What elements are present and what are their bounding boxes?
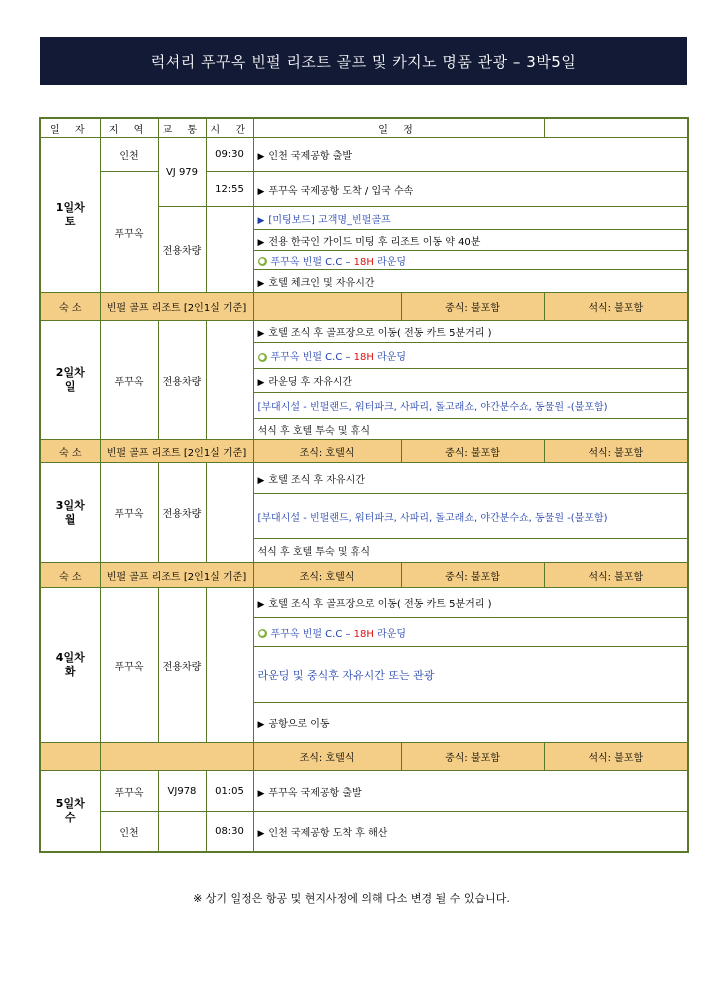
day3-label: 3일차 월: [40, 463, 100, 563]
stay1-label: 숙 소: [40, 293, 100, 321]
golf-icon: ●: [258, 352, 266, 361]
day5-label: 5일차 수: [40, 771, 100, 852]
day5-region1: 푸꾸옥: [100, 771, 158, 812]
triangle-icon: ▶: [257, 329, 265, 339]
day2-sched1: ▶ 호텔 조식 후 골프장으로 이동( 전동 카트 5분거리 ): [253, 321, 688, 343]
table-row: [40, 138, 688, 172]
stay-row: [40, 563, 688, 588]
triangle-icon: ▶: [257, 828, 265, 839]
header-day: 일 자: [40, 118, 100, 138]
day1-sched5: ● 푸꾸옥 빈펄 C.C – 18H 라운딩: [253, 251, 688, 270]
day2-sched5: 석식 후 호텔 투숙 및 휴식: [253, 419, 688, 440]
day4-sched3: 라운딩 및 중식후 자유시간 또는 관광: [253, 647, 688, 703]
day1-time1: 09:30: [206, 138, 253, 172]
day5-time1: 01:05: [206, 771, 253, 812]
stay4-label-blank: [40, 743, 100, 771]
table-row: [40, 321, 688, 343]
footnote: ※ 상기 일정은 항공 및 현지사정에 의해 다소 변경 될 수 있습니다.: [193, 892, 510, 905]
day3-region: 푸꾸옥: [100, 463, 158, 563]
header-transport: 교 통: [158, 118, 206, 138]
day2-label: 2일차 일: [40, 321, 100, 440]
day3-transport: 전용차량: [158, 463, 206, 563]
day4-sched1: ▶ 호텔 조식 후 골프장으로 이동( 전동 카트 5분거리 ): [253, 588, 688, 618]
triangle-icon: ▶: [257, 186, 265, 197]
stay1-lunch: 중식: 불포함: [401, 293, 544, 321]
triangle-icon: ▶: [257, 720, 265, 730]
day1-label: 1일차 토: [40, 138, 100, 293]
day2-region: 푸꾸옥: [100, 321, 158, 440]
stay2-label: 숙 소: [40, 440, 100, 463]
day4-label: 4일차 화: [40, 588, 100, 743]
day5-region2: 인천: [100, 812, 158, 852]
day3-sched2: [부대시설 - 빈펄랜드, 워터파크, 사파리, 돌고래쇼, 야간분수쇼, 동물원 -(불포함): [253, 494, 688, 539]
day1-region-phuquoc: 푸꾸옥: [100, 172, 158, 293]
day1-sched4: ▶ 전용 한국인 가이드 미팅 후 리조트 이동 약 40분: [253, 230, 688, 251]
triangle-icon: ▶: [257, 600, 265, 610]
stay3-dinner: 석식: 불포함: [544, 563, 688, 588]
header-region: 지 역: [100, 118, 158, 138]
day2-sched2: ● 푸꾸옥 빈펄 C.C – 18H 라운딩: [253, 343, 688, 369]
table-row: [40, 771, 688, 812]
triangle-icon: ▶: [257, 788, 265, 799]
stay3-hotel: 빈펄 골프 리조트 [2인1실 기준]: [100, 563, 253, 588]
triangle-icon: ▶: [257, 378, 265, 388]
stay3-lunch: 중식: 불포함: [401, 563, 544, 588]
day1-sched3: ▶ [미팅보드] 고객명_빈펄골프: [253, 207, 688, 230]
day5-sched2: ▶ 인천 국제공항 도착 후 해산: [253, 812, 688, 852]
stay2-hotel: 빈펄 골프 리조트 [2인1실 기준]: [100, 440, 253, 463]
header-schedule: 일 정: [253, 118, 544, 138]
day1-sched2: ▶ 푸꾸옥 국제공항 도착 / 입국 수속: [253, 172, 688, 207]
stay4-hotel-blank: [100, 743, 253, 771]
stay1-hotel: 빈펄 골프 리조트 [2인1실 기준]: [100, 293, 253, 321]
golf-icon: ●: [258, 629, 266, 637]
triangle-icon: ▶: [257, 215, 265, 226]
triangle-icon: ▶: [257, 237, 265, 248]
triangle-icon: ▶: [257, 475, 265, 486]
day5-time2: 08:30: [206, 812, 253, 852]
table-row: [40, 812, 688, 852]
stay-row: [40, 743, 688, 771]
triangle-icon: ▶: [257, 278, 265, 289]
day1-flight: VJ 979: [158, 138, 206, 207]
day4-time-blank: [206, 588, 253, 743]
day4-sched2: ● 푸꾸옥 빈펄 C.C – 18H 라운딩: [253, 618, 688, 647]
table-row: [40, 463, 688, 494]
day5-sched1: ▶ 푸꾸옥 국제공항 출발: [253, 771, 688, 812]
day4-sched4: ▶ 공항으로 이동: [253, 703, 688, 743]
stay-row: [40, 293, 688, 321]
stay3-label: 숙 소: [40, 563, 100, 588]
day4-transport: 전용차량: [158, 588, 206, 743]
day2-transport: 전용차량: [158, 321, 206, 440]
page-title: 럭셔리 푸꾸옥 빈펄 리조트 골프 및 카지노 명품 관광 – 3박5일: [40, 37, 687, 85]
stay-row: [40, 440, 688, 463]
table-row: [40, 172, 688, 207]
day1-region-incheon: 인천: [100, 138, 158, 172]
day5-flight2-blank: [158, 812, 206, 852]
day5-flight1: VJ978: [158, 771, 206, 812]
day1-sched6: ▶ 호텔 체크인 및 자유시간: [253, 270, 688, 293]
table-header: [40, 118, 688, 138]
schedule-table: [39, 117, 689, 853]
triangle-icon: ▶: [257, 152, 265, 162]
day3-sched1: ▶ 호텔 조식 후 자유시간: [253, 463, 688, 494]
day1-time-blank: [206, 207, 253, 293]
stay4-dinner: 석식: 불포함: [544, 743, 688, 771]
day2-sched3: ▶ 라운딩 후 자유시간: [253, 369, 688, 393]
day1-time2: 12:55: [206, 172, 253, 207]
day4-region: 푸꾸옥: [100, 588, 158, 743]
golf-icon: ●: [258, 257, 266, 265]
stay2-dinner: 석식: 불포함: [544, 440, 688, 463]
day3-time-blank: [206, 463, 253, 563]
stay3-breakfast: 조식: 호텔식: [253, 563, 401, 588]
stay4-lunch: 중식: 불포함: [401, 743, 544, 771]
day2-sched4: [부대시설 - 빈펄랜드, 워터파크, 사파리, 돌고래쇼, 야간분수쇼, 동물원 -(불포함): [253, 393, 688, 419]
stay1-breakfast: [253, 293, 401, 321]
table-row: [40, 588, 688, 618]
stay4-breakfast: 조식: 호텔식: [253, 743, 401, 771]
day2-time-blank: [206, 321, 253, 440]
day1-sched1: ▶ 인천 국제공항 출발: [253, 138, 688, 172]
stay1-dinner: 석식: 불포함: [544, 293, 688, 321]
day3-sched3: 석식 후 호텔 투숙 및 휴식: [253, 539, 688, 563]
header-time: 시 간: [206, 118, 253, 138]
stay2-breakfast: 조식: 호텔식: [253, 440, 401, 463]
day1-transport: 전용차량: [158, 207, 206, 293]
stay2-lunch: 중식: 불포함: [401, 440, 544, 463]
header-blank: [544, 118, 688, 138]
